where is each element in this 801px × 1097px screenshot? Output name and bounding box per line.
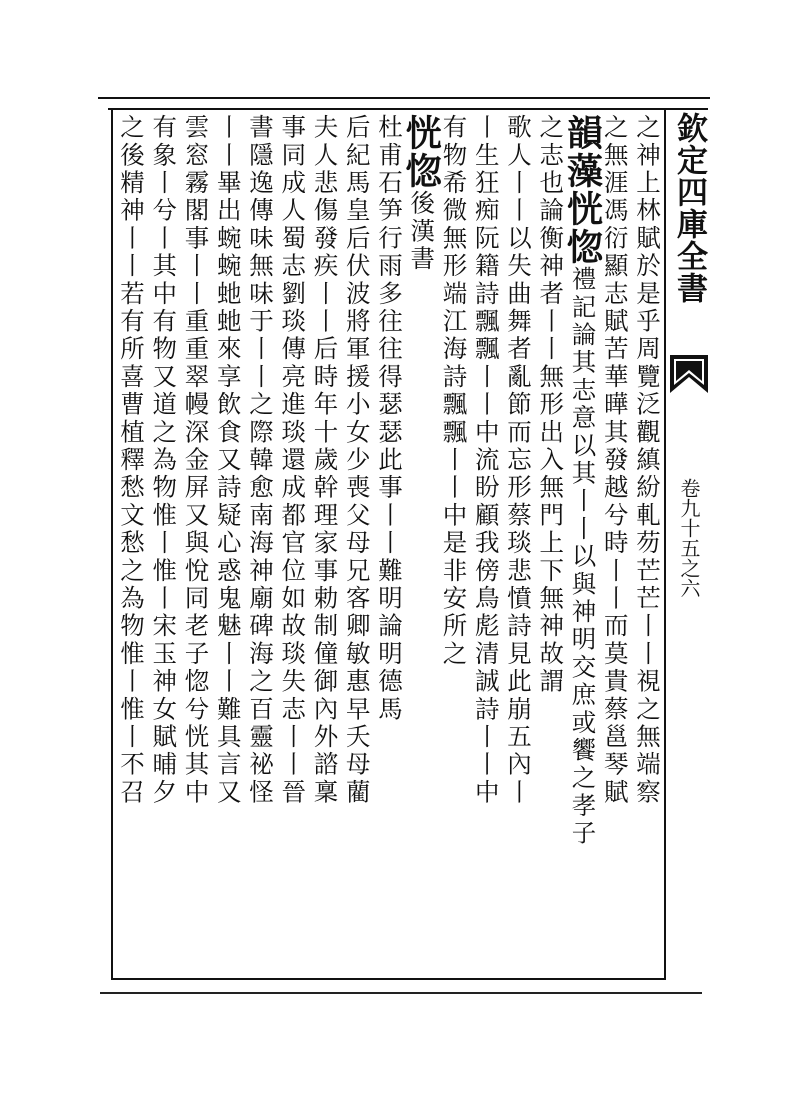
text-column: 有物希微無形端江海詩飄飄丨丨中是非安所之: [439, 114, 469, 668]
text-column: 丨生狂痴阮籍詩飄飄丨丨中流盼顧我傍鳥彪清誠詩丨丨中: [471, 114, 501, 807]
frame-top: [108, 108, 708, 110]
text-column: 杜甫石笋行雨多往往得瑟瑟此事丨丨難明論明德馬: [375, 114, 404, 724]
bottom-rule: [100, 992, 702, 994]
text-column: 有象丨兮丨其中有物又道之為物惟丨惟丨宋玉神女賦晡夕: [149, 114, 179, 807]
text-column: 夫人悲傷發疾丨丨后時年十歲幹理家事勅制僮御內外諮稟: [310, 114, 340, 807]
text-column: 之志也論衡神者丨丨無形出入無門上下無神故謂: [536, 114, 566, 696]
text-column: 書隱逸傳味無味于丨丨之際韓愈南海神廟碑海之百靈祕怪: [246, 114, 275, 807]
text-column: 事同成人蜀志劉琰傳亮進琰還成都官位如故琰失志丨丨晉: [278, 114, 308, 807]
text-column: 之無涯馮衍顯志賦苦華曄其發越兮時丨丨而莫貴蔡邕琴賦: [600, 114, 630, 807]
top-rule: [98, 97, 710, 99]
frame-bottom: [111, 978, 666, 980]
book-title: 欽定四庫全書: [671, 112, 707, 304]
text-column: 歌人丨丨以失曲舞者亂節而忘形蔡琰悲憤詩見此崩五內丨: [504, 114, 533, 807]
text-column: 之神上林賦於是乎周覽泛觀縝紛軋芴芒芒丨丨視之無端察: [633, 114, 662, 807]
text-column: 恍惚後漢書: [400, 114, 443, 274]
text-column: 丨丨畢出蜿蜿虵虵來享飲食又詩疑心惑鬼魅丨丨難具言又: [213, 114, 243, 807]
frame-left: [111, 108, 113, 980]
text-column: 之後精神丨丨若有所喜曹植釋愁文愁之為物惟丨惟丨不召: [117, 114, 146, 807]
chapter-label: 卷九十五之六: [677, 478, 701, 598]
text-column: 后紀馬皇后伏波將軍援小女少喪父母兄客卿敏惠早夭母藺: [342, 114, 372, 807]
text-column: 韻藻恍惚禮記論其志意以其丨丨以與神明交庶或饗之孝子: [561, 114, 604, 848]
text-column: 雲窓霧閣事丨丨重重翠幔深金屏又與悅同老子惚兮恍其中: [181, 114, 211, 807]
fishtail-mark-icon: [670, 355, 708, 393]
text-columns: [115, 114, 663, 976]
